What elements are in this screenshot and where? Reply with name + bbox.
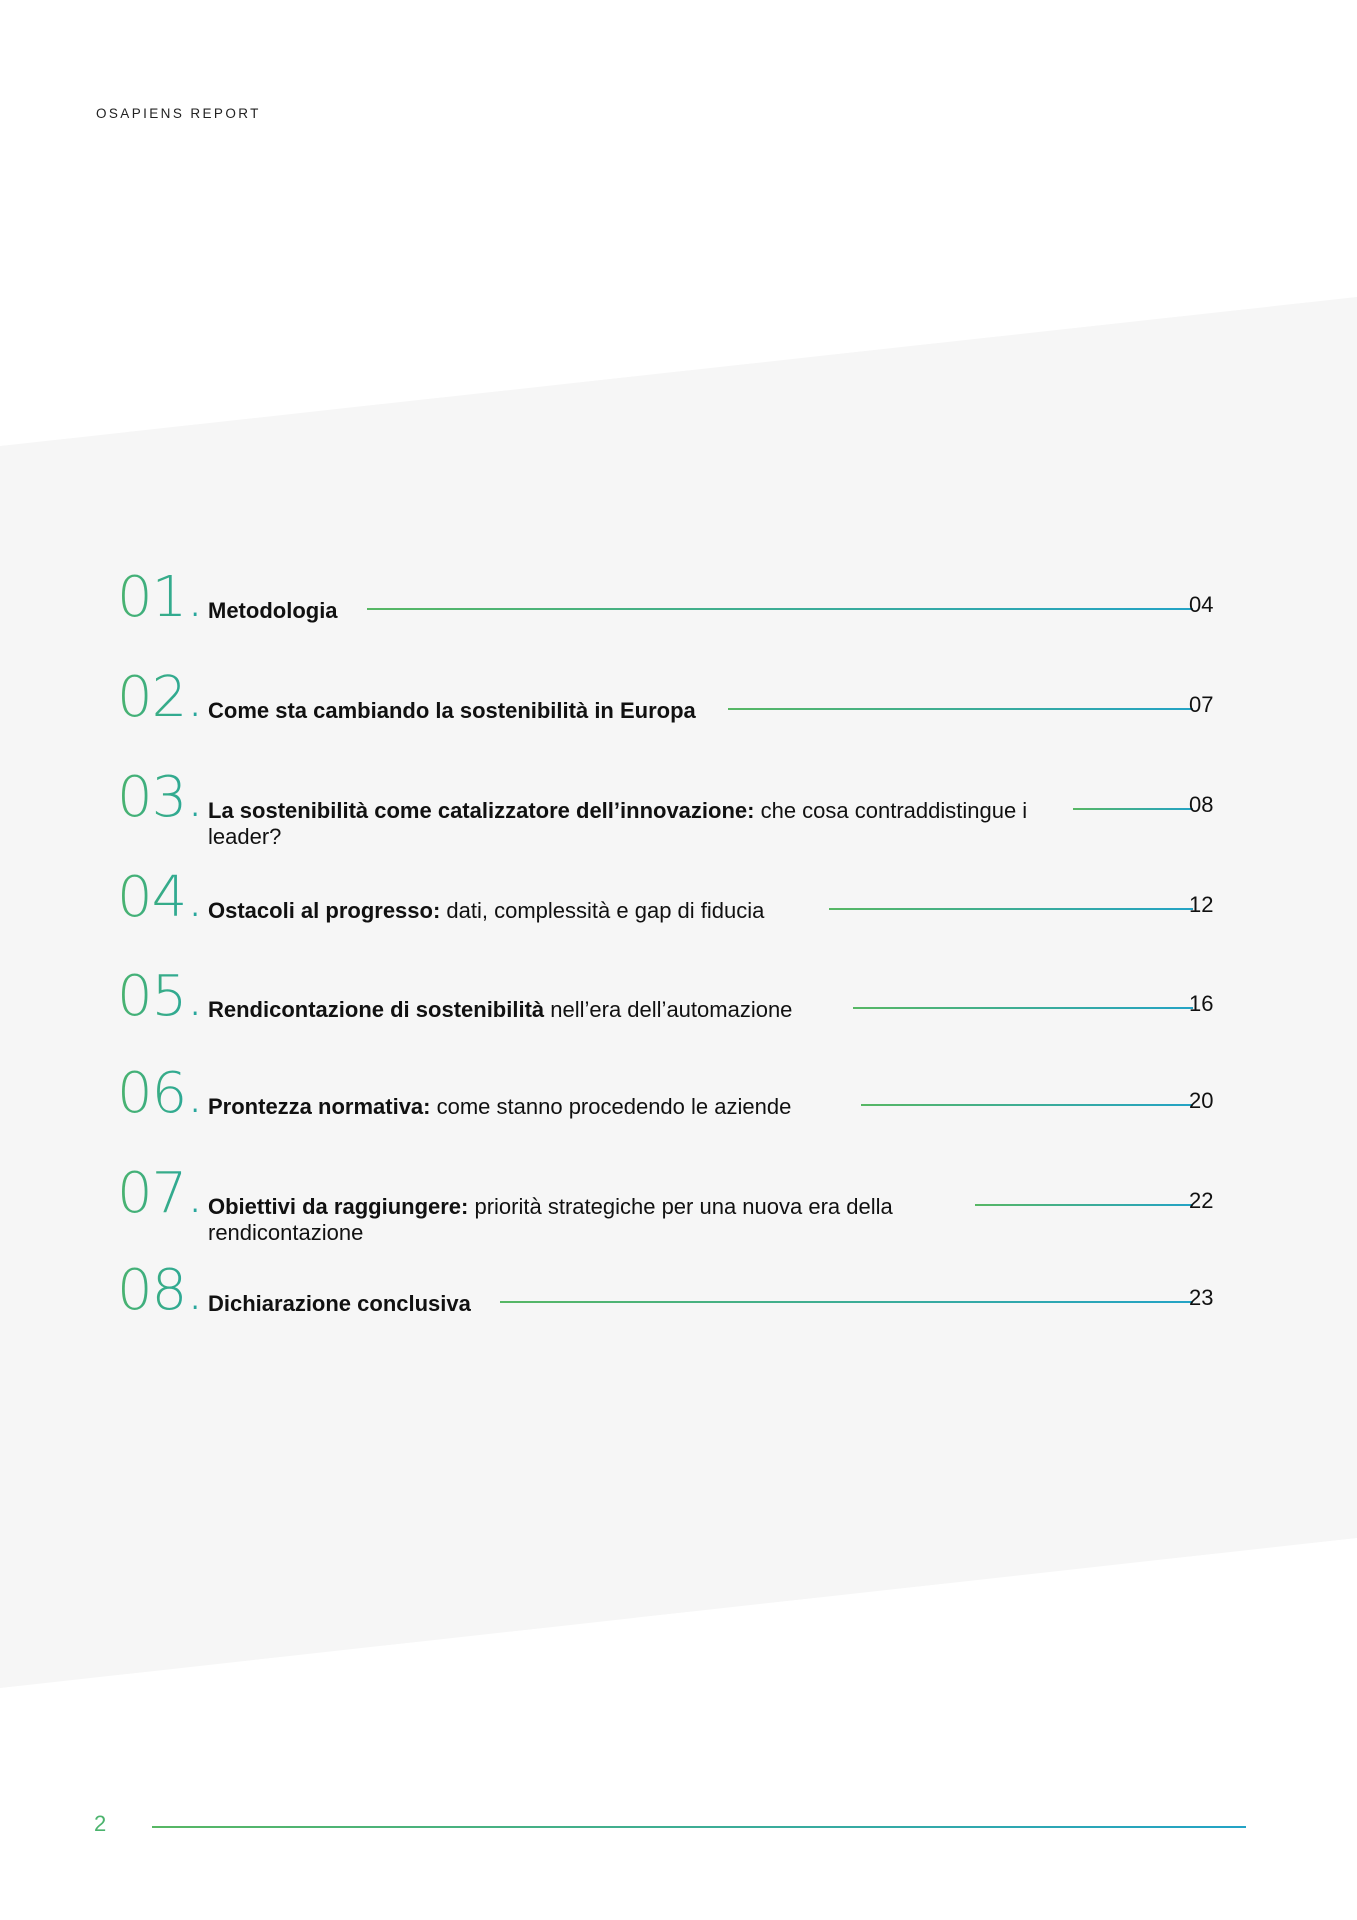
toc-title-bold: Rendicontazione di sostenibilità bbox=[208, 997, 545, 1022]
footer-divider bbox=[152, 1826, 1246, 1828]
toc-leader-line bbox=[975, 1204, 1193, 1206]
toc-title-rest: nell’era dell’automazione bbox=[544, 997, 793, 1022]
toc-title-bold: Metodologia bbox=[208, 598, 338, 623]
toc-entry-03[interactable] bbox=[117, 765, 1237, 849]
toc-number: 02. bbox=[117, 665, 204, 730]
toc-number: 01. bbox=[117, 565, 204, 630]
toc-number: 06. bbox=[117, 1061, 204, 1126]
toc-title bbox=[208, 1194, 998, 1246]
report-header: OSAPIENS REPORT bbox=[96, 106, 261, 121]
toc-entry-05[interactable] bbox=[117, 964, 1237, 1039]
toc-leader-line bbox=[728, 708, 1193, 710]
toc-entry-07[interactable] bbox=[117, 1161, 1237, 1245]
toc-page-number: 22 bbox=[1189, 1188, 1214, 1213]
toc-title-bold: Dichiarazione conclusiva bbox=[208, 1291, 471, 1316]
toc-title-bold: La sostenibilità come catalizzatore dell’innovazione: bbox=[208, 798, 755, 823]
page-number: 2 bbox=[94, 1811, 107, 1836]
toc-number: 05. bbox=[117, 964, 204, 1029]
toc-title bbox=[208, 1094, 791, 1120]
toc-number: 07. bbox=[117, 1161, 204, 1226]
toc-page-number: 04 bbox=[1189, 592, 1214, 617]
toc-title bbox=[208, 598, 338, 624]
toc-leader-line bbox=[853, 1007, 1193, 1009]
toc-number: 08. bbox=[117, 1258, 204, 1323]
toc-leader-line bbox=[1073, 808, 1193, 810]
toc-page-number: 23 bbox=[1189, 1285, 1214, 1310]
toc-title bbox=[208, 997, 792, 1023]
toc-title-rest: dati, complessità e gap di fiducia bbox=[440, 898, 765, 923]
toc-entry-01[interactable] bbox=[117, 565, 1237, 640]
toc-number: 03. bbox=[117, 765, 204, 830]
toc-title-bold: Ostacoli al progresso: bbox=[208, 898, 441, 923]
toc-page-number: 16 bbox=[1189, 991, 1214, 1016]
toc-title bbox=[208, 698, 696, 724]
toc-leader-line bbox=[861, 1104, 1193, 1106]
toc-title bbox=[208, 798, 1088, 850]
toc-title-bold: Obiettivi da raggiungere: bbox=[208, 1194, 469, 1219]
toc-title-bold: Come sta cambiando la sostenibilità in Europa bbox=[208, 698, 696, 723]
toc-title bbox=[208, 1291, 471, 1317]
toc-leader-line bbox=[367, 608, 1193, 610]
toc-page-number: 07 bbox=[1189, 692, 1214, 717]
toc-title-rest: come stanno procedendo le aziende bbox=[430, 1094, 792, 1119]
toc-leader-line bbox=[829, 908, 1193, 910]
toc-title-rest: priorità strategiche per una nuova era della rendicontazione bbox=[208, 1194, 893, 1245]
toc-entry-08[interactable] bbox=[117, 1258, 1237, 1333]
toc-page-number: 08 bbox=[1189, 792, 1214, 817]
toc-title-bold: Prontezza normativa: bbox=[208, 1094, 431, 1119]
toc-entry-02[interactable] bbox=[117, 665, 1237, 740]
toc-page-number: 12 bbox=[1189, 892, 1214, 917]
toc-title bbox=[208, 898, 764, 924]
toc-number: 04. bbox=[117, 865, 204, 930]
toc-leader-line bbox=[500, 1301, 1193, 1303]
toc-entry-04[interactable] bbox=[117, 865, 1237, 940]
toc-entry-06[interactable] bbox=[117, 1061, 1237, 1136]
toc-title-rest: che cosa contraddistingue i leader? bbox=[208, 798, 1028, 849]
toc-page-number: 20 bbox=[1189, 1088, 1214, 1113]
